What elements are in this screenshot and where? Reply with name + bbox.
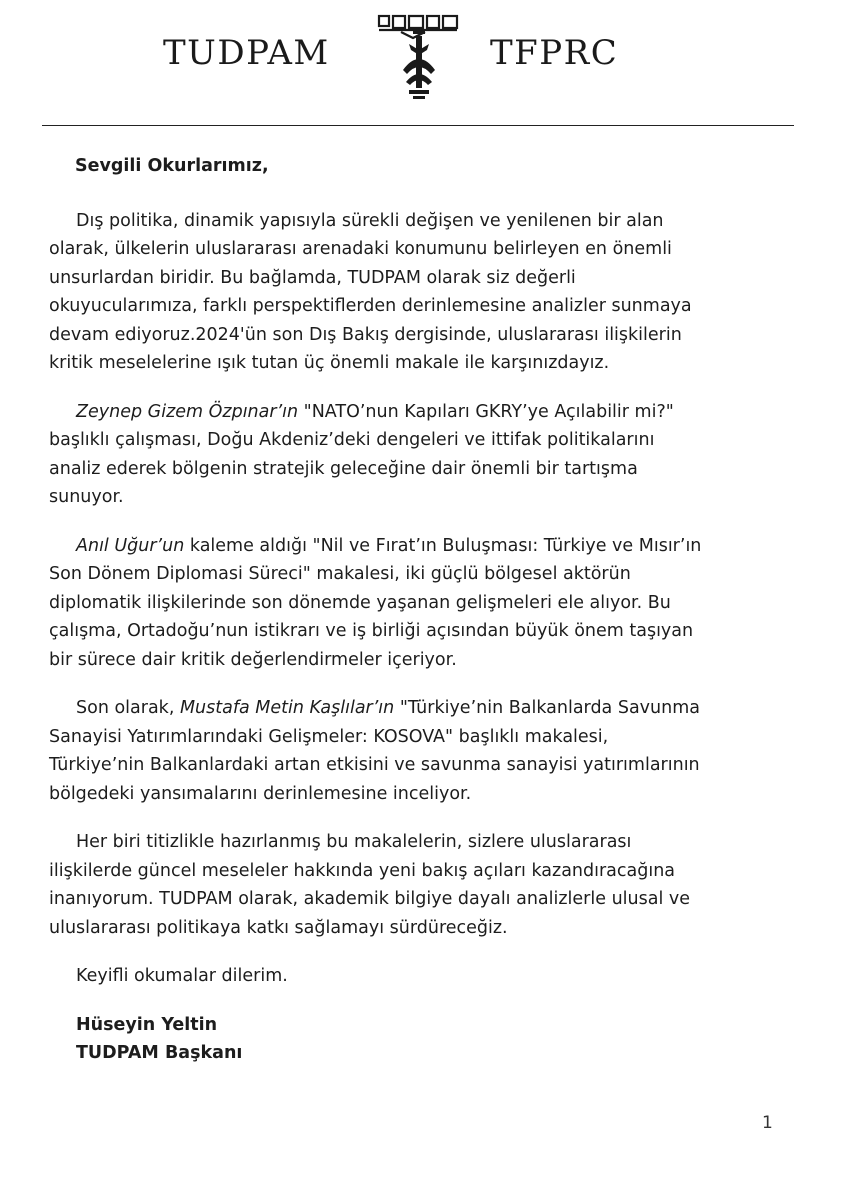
text-line: kritik meselelerine ışık tutan üç önemli makale ile karşınızdayız.: [49, 353, 610, 373]
text-line: Her biri titizlikle hazırlanmış bu makalelerin, sizlere uluslararası: [76, 832, 632, 852]
text-line: inanıyorum. TUDPAM olarak, akademik bilgiye dayalı analizlerle ulusal ve: [49, 889, 691, 909]
text-line: diplomatik ilişkilerinde son dönemde yaşanan gelişmeleri ele alıyor. Bu: [49, 592, 671, 613]
article-title: "Türkiye’nin Balkanlarda Savunma: [394, 698, 700, 718]
text-line: sunuyor.: [49, 487, 124, 507]
text-line: çalışma, Ortadoğu’nun istikrarı ve iş birliği açısından büyük önem taşıyan: [49, 621, 694, 641]
header-divider: [42, 125, 794, 126]
line-prefix: Son olarak,: [76, 698, 180, 718]
brand-tudpam: TUDPAM: [163, 33, 330, 73]
text-line: olarak, ülkelerin uluslararası arenadaki konumunu belirleyen en önemli: [49, 239, 672, 259]
article-title: "NATO’nun Kapıları GKRY’ye Açılabilir mi?": [298, 401, 674, 422]
brand-tfprc: TFPRC: [490, 33, 619, 73]
author-name: Anıl Uğur’un: [76, 535, 185, 556]
text-line: uluslararası politikaya katkı sağlamayı sürdüreceğiz.: [49, 917, 508, 938]
text-line: [76, 532, 776, 561]
paragraph-article-2: [49, 532, 776, 675]
page-number: 1: [762, 1113, 773, 1133]
paragraph-article-3: [49, 694, 776, 808]
signature-name: Hüseyin Yeltin: [76, 1014, 218, 1035]
salutation: Sevgili Okurlarımız,: [75, 156, 269, 176]
text-line: Sanayisi Yatırımlarındaki Gelişmeler: KOSOVA" başlıklı makalesi,: [49, 726, 609, 747]
text-line: okuyucularımıza, farklı perspektiflerden derinlemesine analizler sunmaya: [49, 296, 692, 316]
author-name: Zeynep Gizem Özpınar’ın: [76, 401, 299, 422]
text-line: Türkiye’nin Balkanlardaki artan etkisini ve savunma sanayisi yatırımlarının: [49, 755, 700, 775]
paragraph-article-1: [49, 398, 776, 512]
text-line: unsurlardan biridir. Bu bağlamda, TUDPAM olarak siz değerli: [49, 267, 576, 288]
text-line: devam ediyoruz.2024'ün son Dış Bakış dergisinde, uluslararası ilişkilerin: [49, 324, 682, 345]
letter-body: [49, 152, 776, 1068]
article-title: kaleme aldığı "Nil ve Fırat’ın Buluşması: Türkiye ve Mısır’ın: [184, 535, 702, 556]
text-line: Son Dönem Diplomasi Süreci" makalesi, iki güçlü bölgesel aktörün: [49, 564, 631, 584]
text-line: bir sürece dair kritik değerlendirmeler içeriyor.: [49, 649, 457, 670]
closing-line: Keyifli okumalar dilerim.: [76, 966, 288, 986]
text-line: Dış politika, dinamik yapısıyla sürekli değişen ve yenilenen bir alan: [76, 210, 664, 231]
text-line: [76, 398, 776, 427]
tudpam-emblem-icon: [373, 10, 465, 102]
text-line: ilişkilerde güncel meseleler hakkında yeni bakış açıları kazandıracağına: [49, 860, 676, 881]
text-line: bölgedeki yansımalarını derinlemesine inceliyor.: [49, 783, 472, 804]
text-line: analiz ederek bölgenin stratejik geleceğine dair önemli bir tartışma: [49, 458, 638, 479]
letterhead: [0, 0, 848, 110]
signature-block: [76, 1011, 776, 1068]
signature-title: TUDPAM Başkanı: [76, 1043, 243, 1063]
text-line: başlıklı çalışması, Doğu Akdeniz’deki dengeleri ve ittifak politikalarını: [49, 430, 655, 450]
author-name: Mustafa Metin Kaşlılar’ın: [179, 698, 395, 718]
text-line: [76, 694, 776, 723]
paragraph-conclusion: [49, 828, 776, 942]
paragraph-intro: [49, 207, 776, 378]
